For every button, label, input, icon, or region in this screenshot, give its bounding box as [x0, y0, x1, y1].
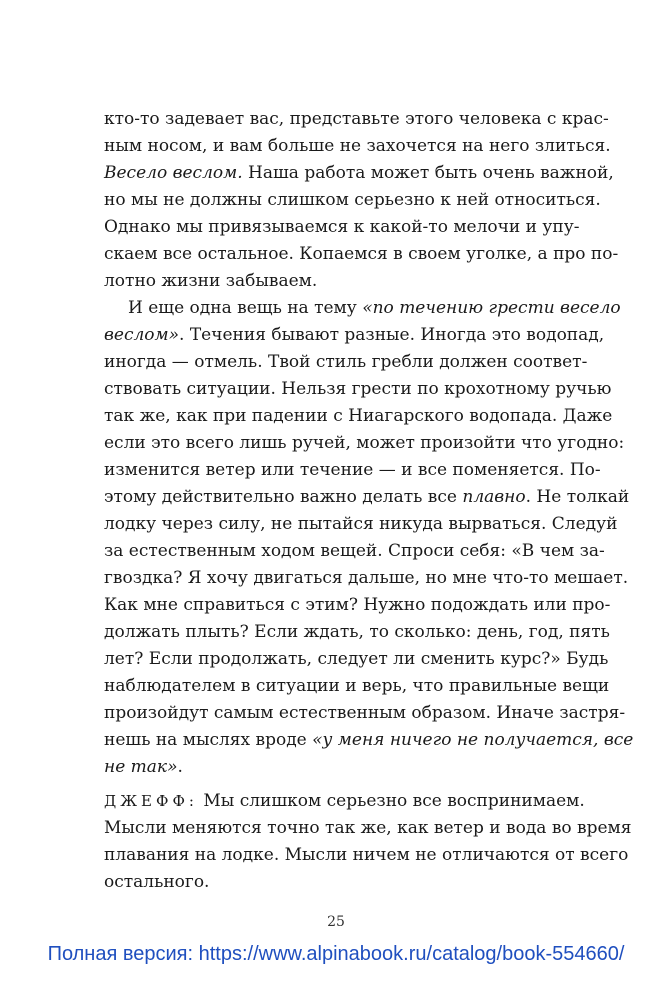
text-line [104, 815, 632, 842]
text-run: ным носом, и вам больше не захочется на него злиться. [104, 136, 611, 156]
text-run: . Не толкай [525, 487, 630, 507]
text-run: этому действительно важно делать все [104, 487, 463, 507]
text-line [104, 842, 629, 869]
text-line [104, 673, 610, 700]
paragraph [104, 106, 619, 295]
text-line [104, 511, 618, 538]
text-run: наблюдателем в ситуации и верь, что правильные вещи [104, 676, 610, 696]
page-number: 25 [327, 914, 345, 930]
italic-run: не так» [104, 757, 178, 777]
italic-run: веслом» [104, 325, 180, 345]
text-run: должать плыть? Если ждать, то сколько: день, год, пять [104, 622, 610, 642]
text-run: гвоздка? Я хочу двигаться дальше, но мне что-то мешает. [104, 568, 629, 588]
text-line [104, 592, 611, 619]
text-run: если это всего лишь ручей, может произойти что угодно: [104, 433, 625, 453]
text-line [104, 727, 634, 754]
text-run: но мы не должны слишком серьезно к ней относиться. [104, 190, 601, 210]
text-run: лодку через силу, не пытайся никуда вырваться. Следуй [104, 514, 618, 534]
text-run: плавания на лодке. Мысли ничем не отличаются от всего [104, 845, 629, 865]
text-run: так же, как при падении с Ниагарского водопада. Даже [104, 406, 613, 426]
text-run: произойдут самым естественным образом. Иначе застря- [104, 703, 626, 723]
text-line [104, 538, 605, 565]
italic-run: «у меня ничего не получается, все [312, 730, 634, 750]
text-run: скаем все остальное. Копаемся в своем уголке, а про по- [104, 244, 619, 264]
text-line [104, 268, 562, 295]
text-run: Однако мы привязываемся к какой-то мелочи и упу- [104, 217, 580, 237]
text-run: лет? Если продолжать, следует ли сменить курс?» Будь [104, 649, 609, 669]
text-run: Мысли меняются точно так же, как ветер и вода во время [104, 818, 632, 838]
text-line [104, 788, 585, 815]
text-run: . [177, 757, 183, 777]
text-line [104, 106, 609, 133]
text-run: . Течения бывают разные. Иногда это водопад, [179, 325, 605, 345]
text-line [104, 160, 614, 187]
text-line [104, 241, 619, 268]
text-line [104, 700, 626, 727]
text-run: лотно жизни забываем. [104, 271, 318, 291]
text-line [104, 214, 580, 241]
text-line [104, 484, 630, 511]
text-line [104, 187, 601, 214]
text-line [104, 403, 613, 430]
text-line [104, 322, 605, 349]
text-run: нешь на мыслях вроде [104, 730, 313, 750]
text-run: иногда — отмель. Твой стиль гребли должен соответ- [104, 352, 588, 372]
text-line [104, 295, 621, 322]
text-line [104, 457, 601, 484]
paragraph [104, 295, 634, 781]
text-line [104, 430, 625, 457]
text-line [104, 754, 562, 781]
text-line [104, 646, 609, 673]
text-run: И еще одна вещь на тему [128, 298, 363, 318]
text-line [104, 376, 612, 403]
full-version-link[interactable]: Полная версия: https://www.alpinabook.ru/catalog/book-554660/ [47, 943, 625, 965]
italic-run: «по течению грести весело [362, 298, 621, 318]
text-run: Наша работа может быть очень важной, [242, 163, 614, 183]
text-line [104, 869, 562, 896]
text-run: ствовать ситуации. Нельзя грести по крохотному ручью [104, 379, 612, 399]
text-line [104, 565, 629, 592]
text-run: за естественным ходом вещей. Спроси себя: «В чем за- [104, 541, 605, 561]
text-line [104, 133, 611, 160]
italic-run: плавно [462, 487, 526, 507]
text-run: Мы слишком серьезно все воспринимаем. [197, 791, 585, 811]
dialogue-text [104, 788, 632, 896]
speaker-name: ДЖЕФФ: [104, 792, 198, 810]
text-run: Как мне справиться с этим? Нужно подождать или про- [104, 595, 611, 615]
text-run: остального. [104, 872, 210, 892]
text-run: изменится ветер или течение — и все поменяется. По- [104, 460, 601, 480]
body-text [104, 106, 634, 781]
text-line [104, 349, 588, 376]
text-line [104, 619, 610, 646]
text-run: кто-то задевает вас, представьте этого человека с крас- [104, 109, 609, 129]
paragraph [104, 788, 632, 896]
italic-run: Весело веслом. [104, 163, 243, 183]
